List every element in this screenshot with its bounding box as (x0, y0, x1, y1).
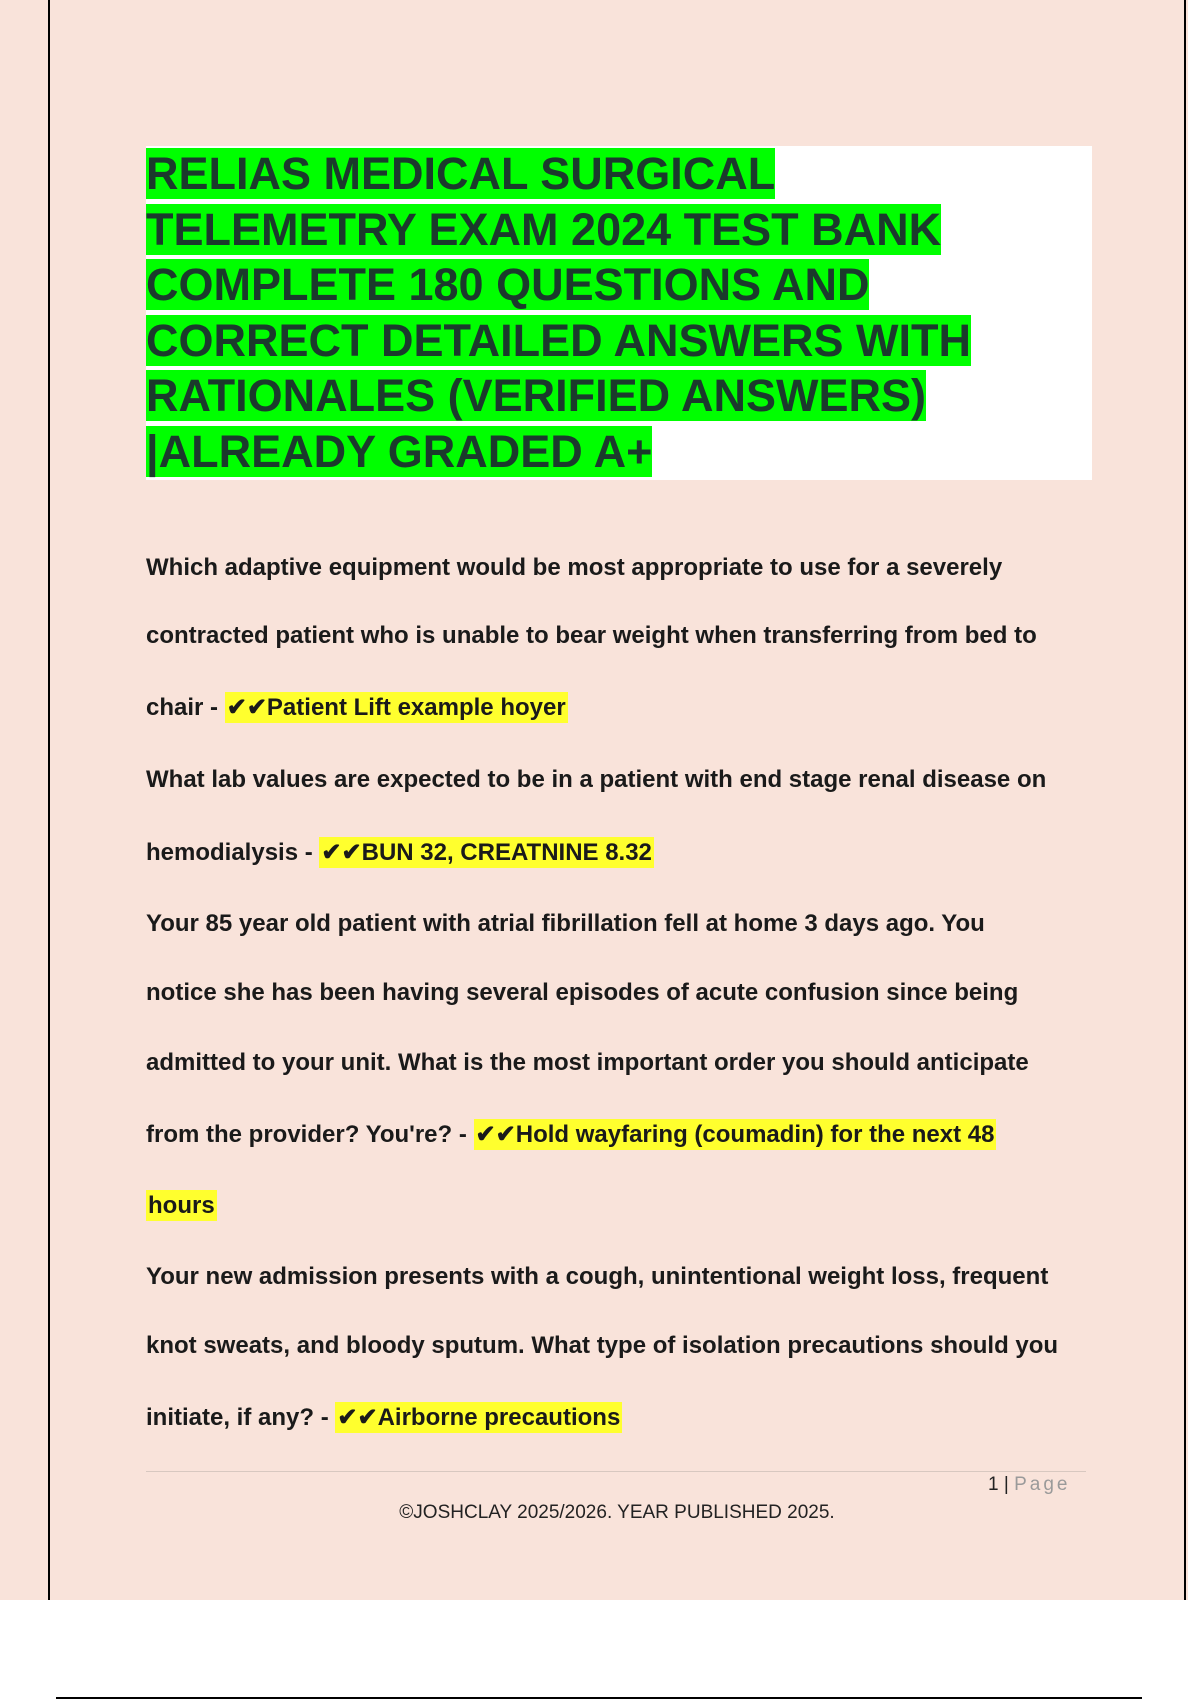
question-3-line-1: Your 85 year old patient with atrial fibrillation fell at home 3 days ago. You (146, 910, 985, 937)
answer-2: ✔✔BUN 32, CREATNINE 8.32 (321, 839, 652, 866)
title-line-4: CORRECT DETAILED ANSWERS WITH (146, 314, 971, 366)
question-3-line-2: notice she has been having several episodes of acute confusion since being (146, 979, 1019, 1006)
question-1-line-3 (146, 690, 568, 726)
title-line-2: TELEMETRY EXAM 2024 TEST BANK (146, 203, 942, 255)
title-line-6: |ALREADY GRADED A+ (146, 425, 653, 477)
title-line-3: COMPLETE 180 QUESTIONS AND (146, 259, 870, 310)
answer-4: ✔✔Airborne precautions (337, 1404, 621, 1431)
bottom-divider (56, 1697, 1142, 1699)
question-2-text: hemodialysis - (146, 839, 320, 866)
question-4-text: initiate, if any? - (146, 1404, 336, 1431)
question-3-text: from the provider? You're? - (146, 1121, 474, 1148)
question-4-line-3 (146, 1400, 622, 1436)
page-number (988, 1474, 1070, 1496)
title-line-1: RELIAS MEDICAL SURGICAL (146, 148, 776, 199)
question-1-text: chair - (146, 694, 225, 721)
answer-3-line-2 (146, 1188, 217, 1224)
question-2-line-1: What lab values are expected to be in a patient with end stage renal disease on (146, 766, 1047, 793)
page-label: Page (1014, 1474, 1071, 1495)
title-line-5: RATIONALES (VERIFIED ANSWERS) (146, 370, 927, 421)
question-4-line-2: knot sweats, and bloody sputum. What type of isolation precautions should you (146, 1332, 1059, 1359)
question-4-line-1: Your new admission presents with a cough, unintentional weight loss, frequent (146, 1263, 1049, 1290)
question-1-line-1: Which adaptive equipment would be most appropriate to use for a severely (146, 554, 1003, 581)
page-border-left (48, 0, 50, 1600)
question-2-line-2 (146, 835, 654, 871)
answer-3-part-1: ✔✔Hold wayfaring (coumadin) for the next 48 (475, 1121, 995, 1148)
question-3-line-4 (146, 1117, 996, 1153)
page-number-separator: | (998, 1474, 1015, 1495)
question-3-line-3: admitted to your unit. What is the most important order you should anticipate (146, 1049, 1029, 1076)
document-title (146, 146, 1046, 479)
page-border-right (1184, 0, 1186, 1600)
question-1-line-2: contracted patient who is unable to bear weight when transferring from bed to (146, 622, 1037, 649)
page-margin-right (1188, 0, 1200, 1600)
answer-3-part-2: hours (148, 1192, 215, 1219)
page-number-value: 1 (988, 1474, 999, 1495)
footer-divider (146, 1471, 1086, 1472)
copyright-notice: ©JOSHCLAY 2025/2026. YEAR PUBLISHED 2025. (399, 1502, 835, 1523)
answer-1: ✔✔Patient Lift example hoyer (226, 694, 566, 721)
